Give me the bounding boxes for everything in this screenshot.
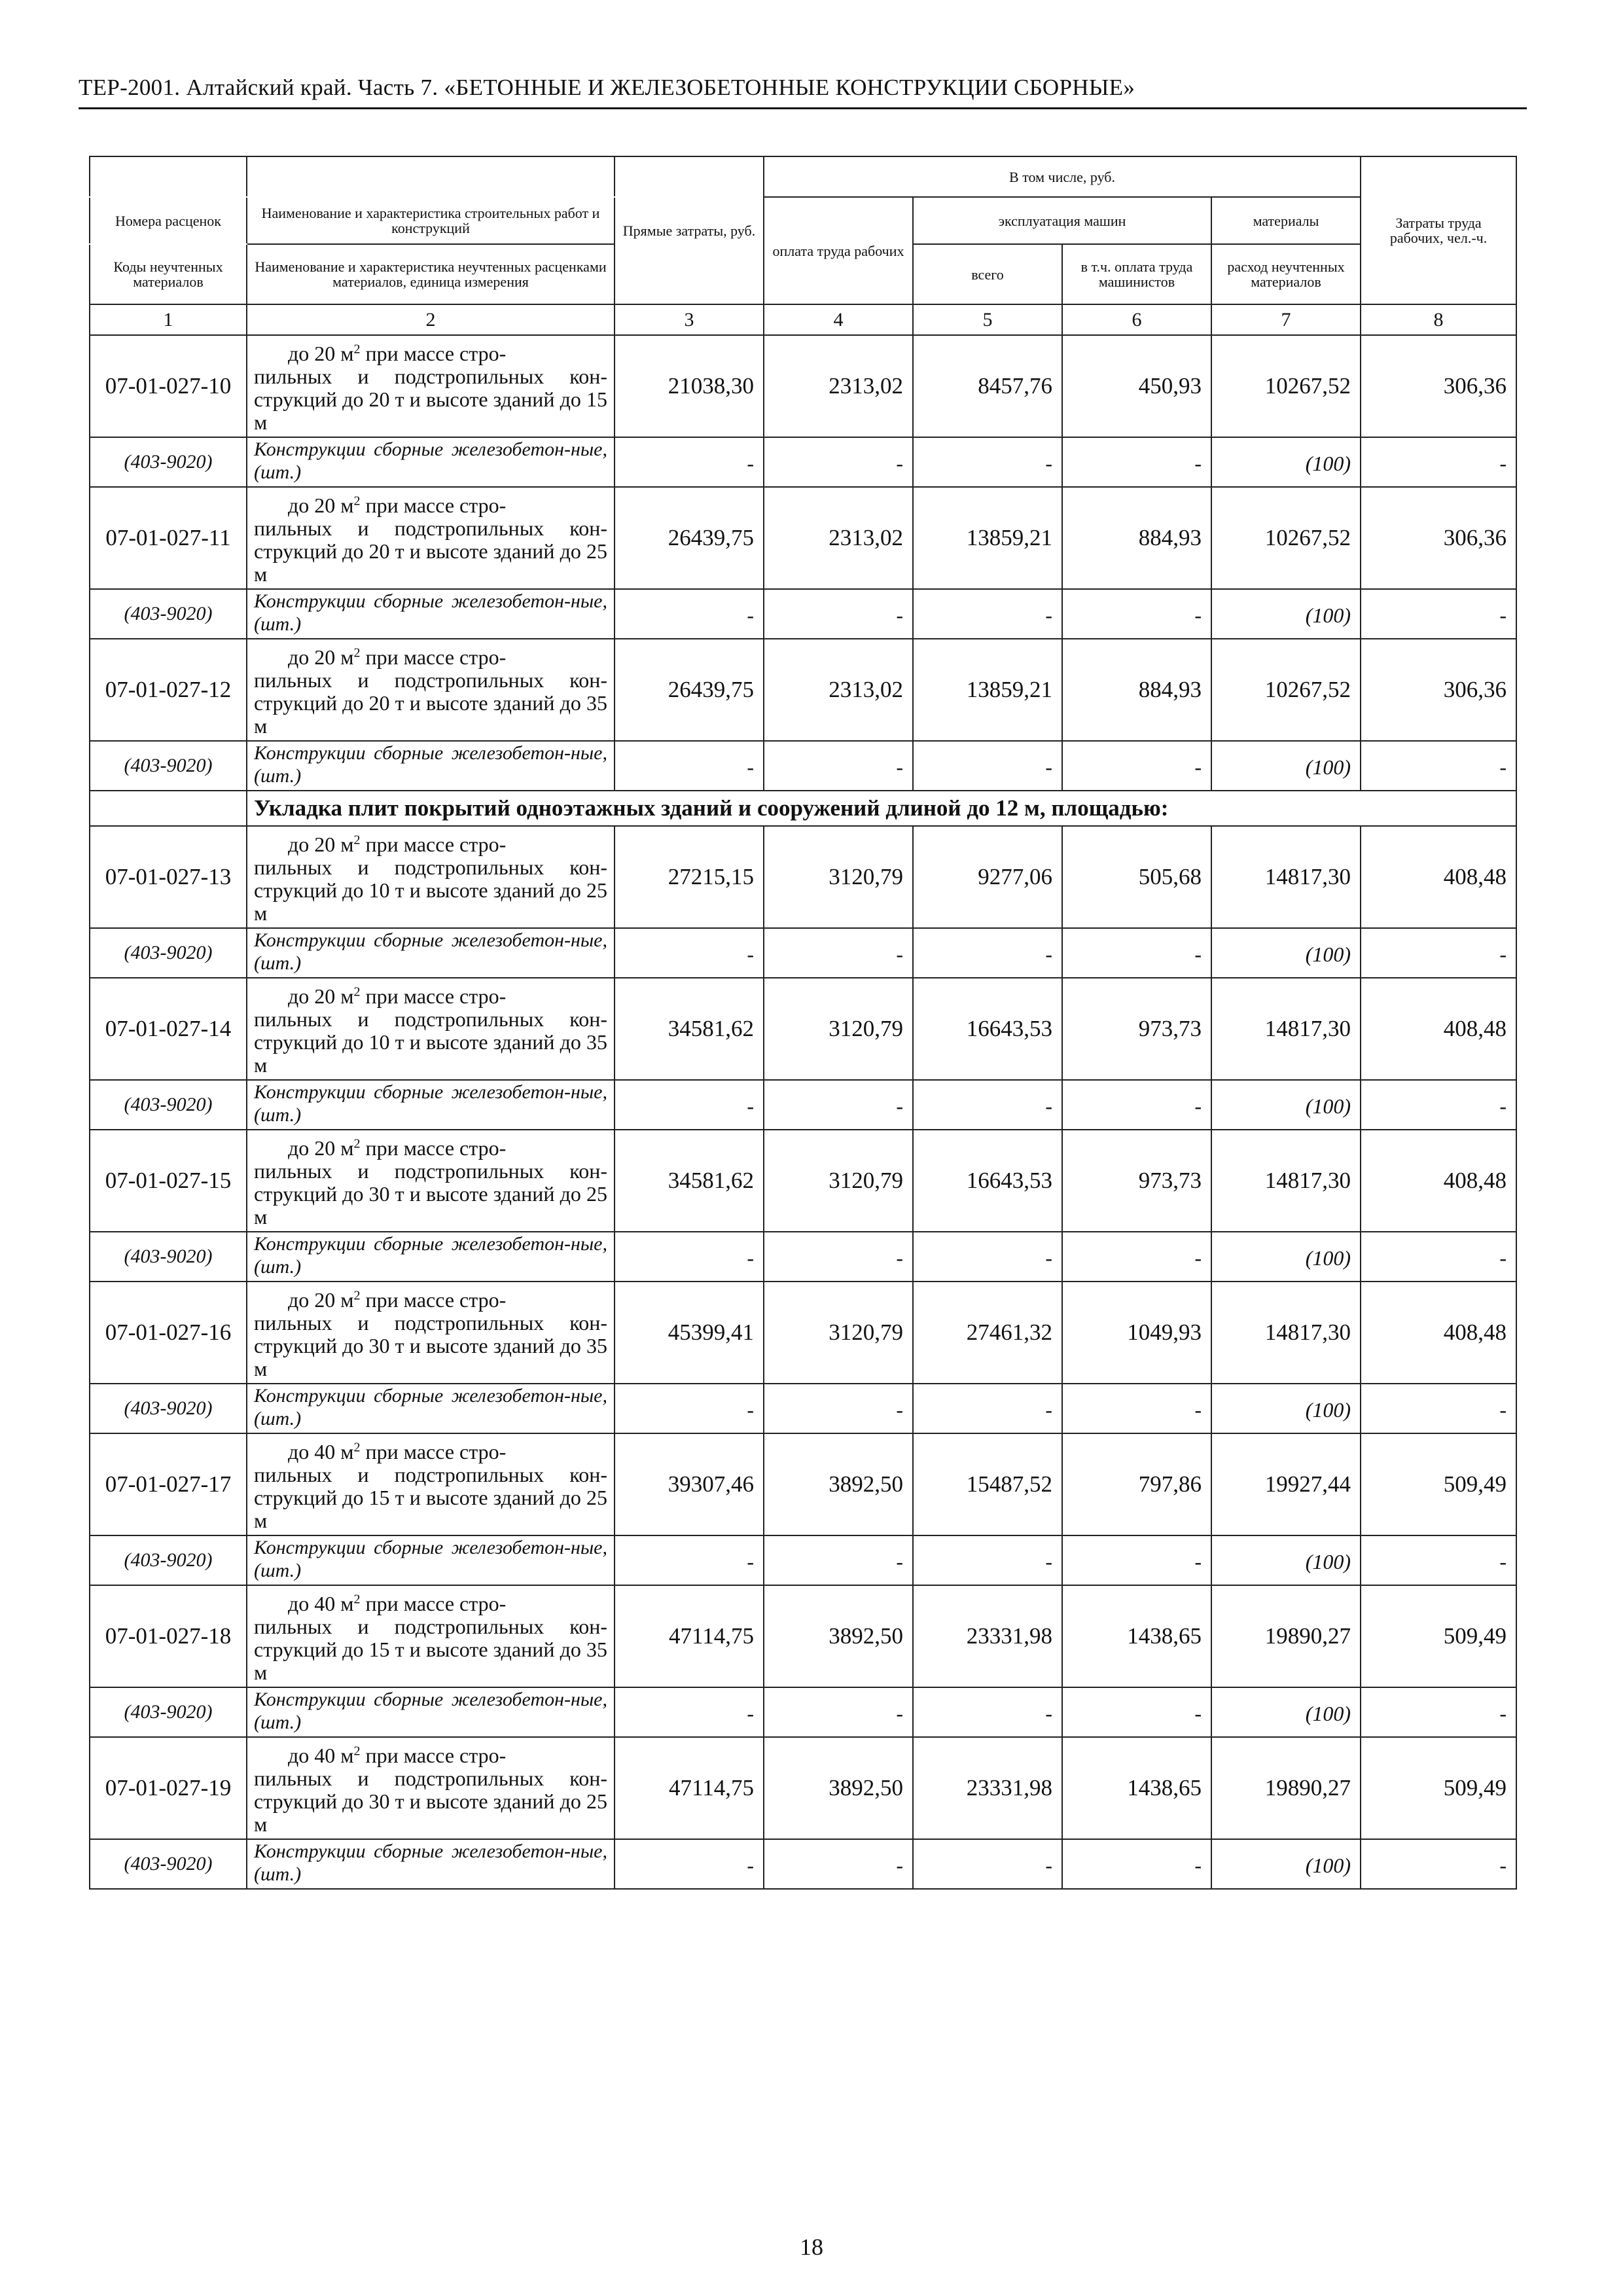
material-description: Конструкции сборные железобетон-ные, (шт.) xyxy=(247,928,615,978)
header-labor-pay: оплата труда рабочих xyxy=(764,197,913,304)
material-row xyxy=(90,1839,1516,1889)
direct-costs-value: 21038,30 xyxy=(615,335,764,437)
labor-pay-value: 3120,79 xyxy=(764,1130,913,1232)
material-consumption: (100) xyxy=(1211,1839,1361,1889)
material-labor-pay: - xyxy=(764,1384,913,1433)
rate-code: 07-01-027-13 xyxy=(90,826,247,928)
material-row xyxy=(90,741,1516,791)
material-labor-pay: - xyxy=(764,1080,913,1130)
rate-code: 07-01-027-10 xyxy=(90,335,247,437)
header-rule xyxy=(79,107,1527,109)
rate-description xyxy=(247,1130,615,1232)
area-prefix: до 40 м xyxy=(288,1744,354,1767)
material-code: (403-9020) xyxy=(90,1535,247,1585)
material-machine-total: - xyxy=(913,437,1062,487)
material-labor-pay: - xyxy=(764,1535,913,1585)
area-exponent: 2 xyxy=(353,1592,361,1607)
direct-costs-value: 26439,75 xyxy=(615,639,764,741)
material-row xyxy=(90,1535,1516,1585)
rate-code: 07-01-027-14 xyxy=(90,978,247,1080)
labor-costs-value: 306,36 xyxy=(1361,487,1516,589)
material-consumption: (100) xyxy=(1211,741,1361,791)
labor-pay-value: 3892,50 xyxy=(764,1585,913,1687)
area-exponent: 2 xyxy=(353,1136,361,1151)
material-operator-pay: - xyxy=(1062,1535,1211,1585)
page-running-head: ТЕР-2001. Алтайский край. Часть 7. «БЕТОННЫЕ И ЖЕЛЕЗОБЕТОННЫЕ КОНСТРУКЦИИ СБОРНЫЕ» xyxy=(79,75,1135,100)
header-labor-costs: Затраты труда рабочих, чел.-ч. xyxy=(1361,156,1516,304)
machine-total-value: 8457,76 xyxy=(913,335,1062,437)
machine-operator-pay-value: 1438,65 xyxy=(1062,1737,1211,1839)
material-code: (403-9020) xyxy=(90,1232,247,1282)
area-prefix: до 20 м xyxy=(288,1288,354,1312)
materials-value: 10267,52 xyxy=(1211,487,1361,589)
header-work-name: Наименование и характеристика строительных работ и конструкций xyxy=(247,197,615,244)
material-row xyxy=(90,437,1516,487)
rate-row xyxy=(90,1130,1516,1232)
material-operator-pay: - xyxy=(1062,1384,1211,1433)
rate-code: 07-01-027-19 xyxy=(90,1737,247,1839)
material-operator-pay: - xyxy=(1062,928,1211,978)
material-row xyxy=(90,928,1516,978)
rate-description-rest: пильных и подстропильных кон-струкций до 15 т и высоте зданий до 25 м xyxy=(254,1463,607,1532)
header-including: В том числе, руб. xyxy=(764,156,1361,197)
material-labor-costs: - xyxy=(1361,1384,1516,1433)
material-consumption: (100) xyxy=(1211,589,1361,639)
material-machine-total: - xyxy=(913,1232,1062,1282)
material-direct-costs: - xyxy=(615,928,764,978)
material-labor-pay: - xyxy=(764,1232,913,1282)
rate-row xyxy=(90,335,1516,437)
machine-operator-pay-value: 1049,93 xyxy=(1062,1282,1211,1384)
material-row xyxy=(90,1080,1516,1130)
material-machine-total: - xyxy=(913,1384,1062,1433)
rate-code: 07-01-027-12 xyxy=(90,639,247,741)
machine-total-value: 23331,98 xyxy=(913,1737,1062,1839)
material-consumption: (100) xyxy=(1211,437,1361,487)
machine-total-value: 16643,53 xyxy=(913,1130,1062,1232)
machine-operator-pay-value: 884,93 xyxy=(1062,487,1211,589)
header-machine-operator-pay: в т.ч. оплата труда машинистов xyxy=(1062,244,1211,304)
rate-code: 07-01-027-11 xyxy=(90,487,247,589)
material-labor-pay: - xyxy=(764,928,913,978)
column-number: 6 xyxy=(1062,304,1211,335)
area-exponent: 2 xyxy=(353,833,361,848)
rate-row xyxy=(90,826,1516,928)
rate-code: 07-01-027-16 xyxy=(90,1282,247,1384)
material-consumption: (100) xyxy=(1211,1232,1361,1282)
area-exponent: 2 xyxy=(353,1440,361,1455)
column-number: 1 xyxy=(90,304,247,335)
rate-description-first-tail: при массе стро- xyxy=(360,1592,507,1615)
rates-table xyxy=(89,156,1517,1890)
area-exponent: 2 xyxy=(353,1288,361,1303)
material-labor-pay: - xyxy=(764,1687,913,1737)
material-operator-pay: - xyxy=(1062,1839,1211,1889)
material-direct-costs: - xyxy=(615,1080,764,1130)
rate-row xyxy=(90,1433,1516,1535)
machine-total-value: 27461,32 xyxy=(913,1282,1062,1384)
rate-row xyxy=(90,1737,1516,1839)
header-materials-consumption: расход неучтенных материалов xyxy=(1211,244,1361,304)
labor-costs-value: 408,48 xyxy=(1361,826,1516,928)
area-exponent: 2 xyxy=(353,493,361,509)
material-code: (403-9020) xyxy=(90,1839,247,1889)
direct-costs-value: 34581,62 xyxy=(615,1130,764,1232)
rate-row xyxy=(90,978,1516,1080)
material-labor-costs: - xyxy=(1361,1839,1516,1889)
rate-description xyxy=(247,335,615,437)
machine-operator-pay-value: 973,73 xyxy=(1062,978,1211,1080)
rate-description xyxy=(247,826,615,928)
material-code: (403-9020) xyxy=(90,589,247,639)
header-materials: материалы xyxy=(1211,197,1361,244)
labor-pay-value: 2313,02 xyxy=(764,335,913,437)
rate-code: 07-01-027-18 xyxy=(90,1585,247,1687)
machine-total-value: 15487,52 xyxy=(913,1433,1062,1535)
labor-costs-value: 408,48 xyxy=(1361,1282,1516,1384)
rate-description xyxy=(247,487,615,589)
column-number: 2 xyxy=(247,304,615,335)
rate-description-first-tail: при массе стро- xyxy=(360,1288,507,1312)
rate-description-rest: пильных и подстропильных кон-струкций до 10 т и высоте зданий до 25 м xyxy=(254,855,607,925)
material-labor-pay: - xyxy=(764,589,913,639)
labor-pay-value: 2313,02 xyxy=(764,639,913,741)
material-description: Конструкции сборные железобетон-ные, (шт.) xyxy=(247,437,615,487)
area-prefix: до 20 м xyxy=(288,342,354,365)
section-row-lead xyxy=(90,791,247,826)
material-operator-pay: - xyxy=(1062,741,1211,791)
material-operator-pay: - xyxy=(1062,589,1211,639)
labor-pay-value: 3120,79 xyxy=(764,826,913,928)
material-consumption: (100) xyxy=(1211,1080,1361,1130)
materials-value: 19890,27 xyxy=(1211,1585,1361,1687)
area-exponent: 2 xyxy=(353,984,361,999)
direct-costs-value: 47114,75 xyxy=(615,1585,764,1687)
labor-costs-value: 509,49 xyxy=(1361,1737,1516,1839)
labor-pay-value: 2313,02 xyxy=(764,487,913,589)
material-operator-pay: - xyxy=(1062,437,1211,487)
material-direct-costs: - xyxy=(615,1535,764,1585)
rate-description-first-tail: при массе стро- xyxy=(360,645,507,669)
machine-operator-pay-value: 797,86 xyxy=(1062,1433,1211,1535)
section-title: Укладка плит покрытий одноэтажных зданий и сооружений длиной до 12 м, площадью: xyxy=(247,791,1516,826)
column-number: 8 xyxy=(1361,304,1516,335)
rate-description-first-tail: при массе стро- xyxy=(360,493,507,517)
material-description: Конструкции сборные железобетон-ные, (шт.) xyxy=(247,1384,615,1433)
materials-value: 14817,30 xyxy=(1211,1282,1361,1384)
area-prefix: до 20 м xyxy=(288,1136,354,1160)
material-direct-costs: - xyxy=(615,1384,764,1433)
column-number: 4 xyxy=(764,304,913,335)
machine-operator-pay-value: 450,93 xyxy=(1062,335,1211,437)
rate-row xyxy=(90,1585,1516,1687)
area-exponent: 2 xyxy=(353,1744,361,1759)
header-cell-blank xyxy=(247,156,615,197)
labor-pay-value: 3892,50 xyxy=(764,1737,913,1839)
machine-operator-pay-value: 505,68 xyxy=(1062,826,1211,928)
labor-pay-value: 3120,79 xyxy=(764,978,913,1080)
material-labor-costs: - xyxy=(1361,1232,1516,1282)
rate-description-rest: пильных и подстропильных кон-струкций до 10 т и высоте зданий до 35 м xyxy=(254,1007,607,1077)
material-code: (403-9020) xyxy=(90,928,247,978)
labor-costs-value: 509,49 xyxy=(1361,1585,1516,1687)
header-rate-numbers: Номера расценок xyxy=(90,197,247,244)
machine-total-value: 16643,53 xyxy=(913,978,1062,1080)
labor-costs-value: 408,48 xyxy=(1361,1130,1516,1232)
area-exponent: 2 xyxy=(353,645,361,660)
material-machine-total: - xyxy=(913,1080,1062,1130)
material-consumption: (100) xyxy=(1211,928,1361,978)
materials-value: 14817,30 xyxy=(1211,978,1361,1080)
machine-operator-pay-value: 884,93 xyxy=(1062,639,1211,741)
rate-description-rest: пильных и подстропильных кон-струкций до 20 т и высоте зданий до 15 м xyxy=(254,365,607,434)
area-prefix: до 20 м xyxy=(288,493,354,517)
material-direct-costs: - xyxy=(615,589,764,639)
materials-value: 19890,27 xyxy=(1211,1737,1361,1839)
area-prefix: до 20 м xyxy=(288,645,354,669)
materials-value: 10267,52 xyxy=(1211,639,1361,741)
material-direct-costs: - xyxy=(615,1839,764,1889)
labor-costs-value: 306,36 xyxy=(1361,335,1516,437)
header-material-name: Наименование и характеристика неучтенных расценками материалов, единица измерения xyxy=(247,244,615,304)
material-machine-total: - xyxy=(913,589,1062,639)
rate-description-rest: пильных и подстропильных кон-струкций до 30 т и высоте зданий до 25 м xyxy=(254,1159,607,1229)
machine-total-value: 13859,21 xyxy=(913,487,1062,589)
area-prefix: до 20 м xyxy=(288,984,354,1008)
direct-costs-value: 47114,75 xyxy=(615,1737,764,1839)
rate-description-first-tail: при массе стро- xyxy=(360,833,507,856)
material-labor-costs: - xyxy=(1361,589,1516,639)
materials-value: 19927,44 xyxy=(1211,1433,1361,1535)
page-number: 18 xyxy=(800,2234,823,2260)
material-row xyxy=(90,1232,1516,1282)
header-cell-blank xyxy=(90,156,247,197)
rate-description-rest: пильных и подстропильных кон-струкций до 20 т и высоте зданий до 35 м xyxy=(254,668,607,738)
rate-description xyxy=(247,639,615,741)
material-labor-costs: - xyxy=(1361,1535,1516,1585)
material-row xyxy=(90,1384,1516,1433)
rate-description-rest: пильных и подстропильных кон-струкций до 15 т и высоте зданий до 35 м xyxy=(254,1615,607,1684)
material-description: Конструкции сборные железобетон-ные, (шт.) xyxy=(247,1687,615,1737)
materials-value: 10267,52 xyxy=(1211,335,1361,437)
labor-costs-value: 509,49 xyxy=(1361,1433,1516,1535)
material-direct-costs: - xyxy=(615,437,764,487)
material-operator-pay: - xyxy=(1062,1232,1211,1282)
rate-description xyxy=(247,1737,615,1839)
material-labor-pay: - xyxy=(764,1839,913,1889)
labor-costs-value: 306,36 xyxy=(1361,639,1516,741)
material-consumption: (100) xyxy=(1211,1535,1361,1585)
material-description: Конструкции сборные железобетон-ные, (шт.) xyxy=(247,1839,615,1889)
material-direct-costs: - xyxy=(615,1232,764,1282)
machine-operator-pay-value: 1438,65 xyxy=(1062,1585,1211,1687)
rate-description-rest: пильных и подстропильных кон-струкций до 30 т и высоте зданий до 25 м xyxy=(254,1767,607,1836)
rate-code: 07-01-027-17 xyxy=(90,1433,247,1535)
area-prefix: до 40 м xyxy=(288,1440,354,1463)
material-code: (403-9020) xyxy=(90,1687,247,1737)
material-labor-costs: - xyxy=(1361,741,1516,791)
material-description: Конструкции сборные железобетон-ные, (шт.) xyxy=(247,1535,615,1585)
material-labor-costs: - xyxy=(1361,928,1516,978)
materials-value: 14817,30 xyxy=(1211,1130,1361,1232)
material-labor-costs: - xyxy=(1361,1080,1516,1130)
material-machine-total: - xyxy=(913,1687,1062,1737)
material-description: Конструкции сборные железобетон-ные, (шт.) xyxy=(247,741,615,791)
material-description: Конструкции сборные железобетон-ные, (шт.) xyxy=(247,1080,615,1130)
material-code: (403-9020) xyxy=(90,437,247,487)
material-code: (403-9020) xyxy=(90,741,247,791)
rate-code: 07-01-027-15 xyxy=(90,1130,247,1232)
header-machine-operation: эксплуатация машин xyxy=(913,197,1211,244)
direct-costs-value: 34581,62 xyxy=(615,978,764,1080)
material-labor-costs: - xyxy=(1361,437,1516,487)
material-consumption: (100) xyxy=(1211,1687,1361,1737)
material-machine-total: - xyxy=(913,1535,1062,1585)
section-row xyxy=(90,791,1516,826)
rate-description-first-tail: при массе стро- xyxy=(360,1744,507,1767)
material-description: Конструкции сборные железобетон-ные, (шт.) xyxy=(247,589,615,639)
rate-description-rest: пильных и подстропильных кон-струкций до 30 т и высоте зданий до 35 м xyxy=(254,1311,607,1380)
labor-pay-value: 3892,50 xyxy=(764,1433,913,1535)
material-labor-costs: - xyxy=(1361,1687,1516,1737)
rate-description-first-tail: при массе стро- xyxy=(360,1136,507,1160)
rate-description xyxy=(247,1282,615,1384)
material-machine-total: - xyxy=(913,1839,1062,1889)
material-labor-pay: - xyxy=(764,741,913,791)
material-row xyxy=(90,1687,1516,1737)
material-row xyxy=(90,589,1516,639)
material-machine-total: - xyxy=(913,928,1062,978)
column-number: 7 xyxy=(1211,304,1361,335)
direct-costs-value: 27215,15 xyxy=(615,826,764,928)
material-direct-costs: - xyxy=(615,741,764,791)
rate-row xyxy=(90,487,1516,589)
material-direct-costs: - xyxy=(615,1687,764,1737)
materials-value: 14817,30 xyxy=(1211,826,1361,928)
material-operator-pay: - xyxy=(1062,1687,1211,1737)
machine-total-value: 9277,06 xyxy=(913,826,1062,928)
material-code: (403-9020) xyxy=(90,1384,247,1433)
column-number: 5 xyxy=(913,304,1062,335)
rate-description xyxy=(247,978,615,1080)
column-number: 3 xyxy=(615,304,764,335)
area-prefix: до 40 м xyxy=(288,1592,354,1615)
material-code: (403-9020) xyxy=(90,1080,247,1130)
direct-costs-value: 26439,75 xyxy=(615,487,764,589)
header-material-codes: Коды неучтенных материалов xyxy=(90,244,247,304)
labor-pay-value: 3120,79 xyxy=(764,1282,913,1384)
rate-description-first-tail: при массе стро- xyxy=(360,342,507,365)
rate-description xyxy=(247,1433,615,1535)
direct-costs-value: 45399,41 xyxy=(615,1282,764,1384)
area-prefix: до 20 м xyxy=(288,833,354,856)
area-exponent: 2 xyxy=(353,342,361,357)
rate-row xyxy=(90,1282,1516,1384)
material-operator-pay: - xyxy=(1062,1080,1211,1130)
header-direct-costs: Прямые затраты, руб. xyxy=(615,156,764,304)
header-machine-total: всего xyxy=(913,244,1062,304)
rate-description-first-tail: при массе стро- xyxy=(360,984,507,1008)
material-machine-total: - xyxy=(913,741,1062,791)
direct-costs-value: 39307,46 xyxy=(615,1433,764,1535)
material-description: Конструкции сборные железобетон-ные, (шт.) xyxy=(247,1232,615,1282)
machine-total-value: 23331,98 xyxy=(913,1585,1062,1687)
rate-description-rest: пильных и подстропильных кон-струкций до 20 т и высоте зданий до 25 м xyxy=(254,516,607,586)
machine-operator-pay-value: 973,73 xyxy=(1062,1130,1211,1232)
labor-costs-value: 408,48 xyxy=(1361,978,1516,1080)
rate-description xyxy=(247,1585,615,1687)
rate-description-first-tail: при массе стро- xyxy=(360,1440,507,1463)
material-consumption: (100) xyxy=(1211,1384,1361,1433)
machine-total-value: 13859,21 xyxy=(913,639,1062,741)
material-labor-pay: - xyxy=(764,437,913,487)
rate-row xyxy=(90,639,1516,741)
